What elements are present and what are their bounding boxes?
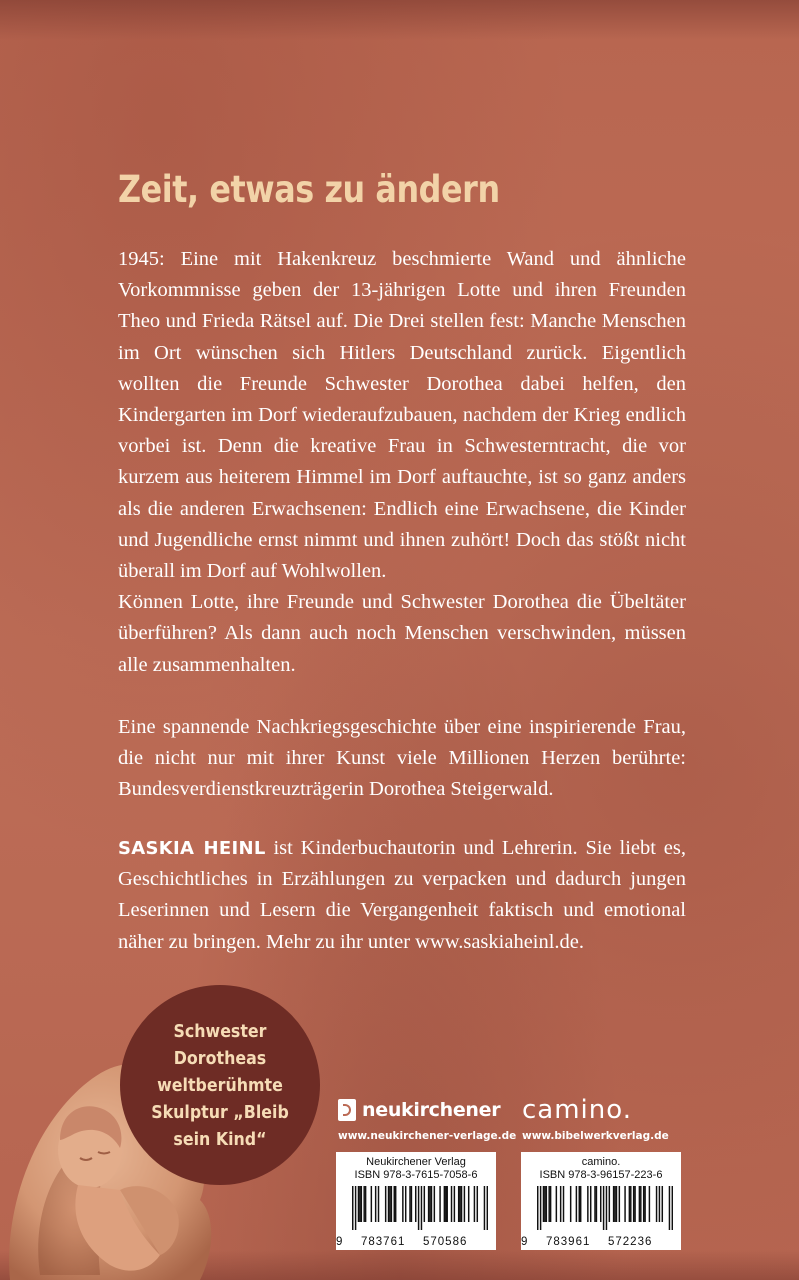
barcode-bar xyxy=(576,1186,577,1222)
barcode-bar xyxy=(540,1186,541,1230)
barcode-bars xyxy=(537,1186,673,1230)
texture-edge-top xyxy=(0,0,799,40)
barcode-bar xyxy=(634,1186,635,1222)
neukirchener-logo-text: neukirchener xyxy=(362,1099,501,1121)
barcode-bar xyxy=(464,1186,465,1222)
barcode-bar xyxy=(429,1186,430,1222)
barcode-bar xyxy=(669,1186,670,1230)
neukirchener-logo xyxy=(338,1092,500,1128)
barcode-digits-right: 570586 xyxy=(420,1236,470,1248)
barcode-isbn: ISBN 978-3-7615-7058-6 xyxy=(354,1169,478,1181)
barcode-bar xyxy=(613,1186,614,1222)
barcode-bar xyxy=(451,1186,452,1222)
blurb-text xyxy=(118,244,686,805)
barcode-bar xyxy=(415,1186,416,1222)
barcode-bar xyxy=(624,1186,625,1222)
barcode-bar xyxy=(600,1186,601,1222)
barcode-bar xyxy=(375,1186,376,1222)
barcode-bars xyxy=(352,1186,488,1230)
barcode-bar xyxy=(355,1186,356,1230)
barcode-publisher: camino. xyxy=(581,1156,621,1168)
barcode-bar xyxy=(444,1186,445,1222)
barcode-bar xyxy=(659,1186,660,1222)
paragraph-spacer xyxy=(118,681,686,712)
barcode-bar xyxy=(352,1186,353,1230)
barcode-digits-left: 783961 xyxy=(543,1236,593,1248)
barcode-bar xyxy=(616,1186,617,1222)
barcode-digit-first: 9 xyxy=(336,1236,343,1248)
barcode-bar xyxy=(590,1186,591,1222)
author-bio xyxy=(118,833,686,958)
barcode-bar xyxy=(639,1186,640,1222)
barcode-bar xyxy=(411,1186,412,1222)
barcode-bar xyxy=(603,1186,604,1230)
barcode-bar xyxy=(394,1186,395,1222)
barcode-bar xyxy=(459,1186,460,1222)
barcode-digits-left: 783761 xyxy=(358,1236,408,1248)
barcode-bar xyxy=(609,1186,610,1222)
barcode-bar xyxy=(391,1186,392,1222)
barcode-bar xyxy=(656,1186,657,1222)
barcode-bar xyxy=(363,1186,364,1222)
barcode-bar xyxy=(446,1186,447,1222)
barcode-bar xyxy=(606,1186,607,1230)
barcode-bar xyxy=(570,1186,571,1222)
barcode-bar xyxy=(662,1186,663,1222)
barcode-bar xyxy=(587,1186,588,1222)
barcode-bar xyxy=(424,1186,425,1222)
barcode-bar xyxy=(361,1186,362,1222)
barcode-bar xyxy=(484,1186,485,1230)
author-bio-text: ist Kinderbuchautorin und Lehrerin. Sie liebt es, Geschichtliches in Erzählungen zu verpacken und dadurch jungen Leserinnen und Lesern die Vergangenheit faktisch und emotional näher zu bringen. Mehr zu ihr unter www.saskiaheinl.de. xyxy=(118,837,686,953)
barcode-bar xyxy=(596,1186,597,1222)
barcode-bar xyxy=(580,1186,581,1222)
barcode-bar xyxy=(537,1186,538,1230)
badge-circle xyxy=(120,985,320,1185)
camino-logo-text: camino. xyxy=(522,1095,632,1125)
barcode-bar xyxy=(629,1186,630,1222)
barcode-bar xyxy=(640,1186,641,1222)
camino-logo xyxy=(522,1092,632,1128)
barcode-bar xyxy=(643,1186,644,1222)
neukirchener-logo-mark-icon xyxy=(338,1099,356,1121)
barcode-bar xyxy=(431,1186,432,1222)
blurb-paragraph: 1945: Eine mit Hakenkreuz beschmierte Wand und ähnliche Vorkommnisse geben der 13-jährigen Lotte und ihren Freunden Theo und Frieda Rätsel auf. Die Drei stellen fest: Manche Menschen im Ort wünschen sich Hitlers Deutschland zurück. Eigentlich wollten die Freunde Schwester Dorothea dabei helfen, den Kindergarten im Dorf wiederaufzubauen, nachdem der Krieg endlich vorbei ist. Denn die kreative Frau in Schwesterntracht, die vor kurzem aus heiterem Himmel im Dorf auftauchte, ist so ganz anders als die anderen Erwachsenen: Endlich eine Erwachsene, die Kinder und Jugendliche ernst nimmt und ihnen zuhört! Doch das stößt nicht überall im Dorf auf Wohlwollen. xyxy=(118,248,686,583)
barcode-bar xyxy=(445,1186,446,1222)
author-name: SASKIA HEINL xyxy=(118,838,266,859)
barcode-bar xyxy=(619,1186,620,1222)
barcode-bar xyxy=(359,1186,360,1222)
barcode-bar xyxy=(439,1186,440,1222)
barcode-bar xyxy=(614,1186,615,1222)
barcode-bar xyxy=(371,1186,372,1222)
camino-url: www.bibelwerkverlag.de xyxy=(522,1130,669,1142)
barcode-bar xyxy=(649,1186,650,1222)
barcode-bar xyxy=(672,1186,673,1230)
barcode-bar xyxy=(418,1186,419,1230)
blurb-paragraph: Eine spannende Nachkriegsgeschichte über eine inspirierende Frau, die nicht nur mit ihrer Kunst viele Millionen Herzen berührte: Bundesverdienstkreuzträgerin Dorothea Steigerwald. xyxy=(118,715,686,801)
barcode-bar xyxy=(548,1186,549,1222)
barcode-neukirchener xyxy=(336,1152,496,1250)
barcode-bar xyxy=(365,1186,366,1222)
barcode-bar xyxy=(633,1186,634,1222)
barcode-bar xyxy=(358,1186,359,1222)
barcode-bar xyxy=(644,1186,645,1222)
barcode-bar xyxy=(395,1186,396,1222)
barcode-camino xyxy=(521,1152,681,1250)
neukirchener-url: www.neukirchener-verlage.de xyxy=(338,1130,517,1142)
barcode-bar xyxy=(454,1186,455,1222)
barcode-bar xyxy=(385,1186,386,1222)
badge-text: Schwester Dorotheas weltberühmte Skulptur „Bleib sein Kind“ xyxy=(151,1020,289,1150)
barcode-bar xyxy=(543,1186,544,1222)
barcode-publisher: Neukirchener Verlag xyxy=(366,1156,466,1168)
barcode-bar xyxy=(458,1186,459,1222)
barcode-bar xyxy=(477,1186,478,1222)
barcode-bar xyxy=(630,1186,631,1222)
barcode-bar xyxy=(434,1186,435,1222)
barcode-isbn: ISBN 978-3-96157-223-6 xyxy=(539,1169,663,1181)
barcode-bar xyxy=(388,1186,389,1222)
barcode-bar xyxy=(544,1186,545,1222)
barcode-bar xyxy=(579,1186,580,1222)
barcode-bar xyxy=(546,1186,547,1222)
barcode-bar xyxy=(421,1186,422,1230)
barcode-bar xyxy=(461,1186,462,1222)
barcode-bar xyxy=(487,1186,488,1230)
back-cover-headline: Zeit, etwas zu ändern xyxy=(118,168,500,211)
barcode-bar xyxy=(560,1186,561,1222)
barcode-bar xyxy=(428,1186,429,1222)
barcode-bar xyxy=(474,1186,475,1222)
barcode-bar xyxy=(378,1186,379,1222)
barcode-bar xyxy=(389,1186,390,1222)
barcode-bar xyxy=(405,1186,406,1222)
barcode-bar xyxy=(594,1186,595,1222)
barcode-digits-right: 572236 xyxy=(605,1236,655,1248)
barcode-bar xyxy=(468,1186,469,1222)
barcode-bar xyxy=(556,1186,557,1222)
barcode-bar xyxy=(409,1186,410,1222)
barcode-bar xyxy=(563,1186,564,1222)
barcode-bar xyxy=(402,1186,403,1222)
barcode-bar xyxy=(550,1186,551,1222)
barcode-digit-first: 9 xyxy=(521,1236,528,1248)
blurb-paragraph: Können Lotte, ihre Freunde und Schwester Dorothea die Übeltäter überführen? Als dann auch noch Menschen verschwinden, müssen alle zusammenhalten. xyxy=(118,591,686,676)
